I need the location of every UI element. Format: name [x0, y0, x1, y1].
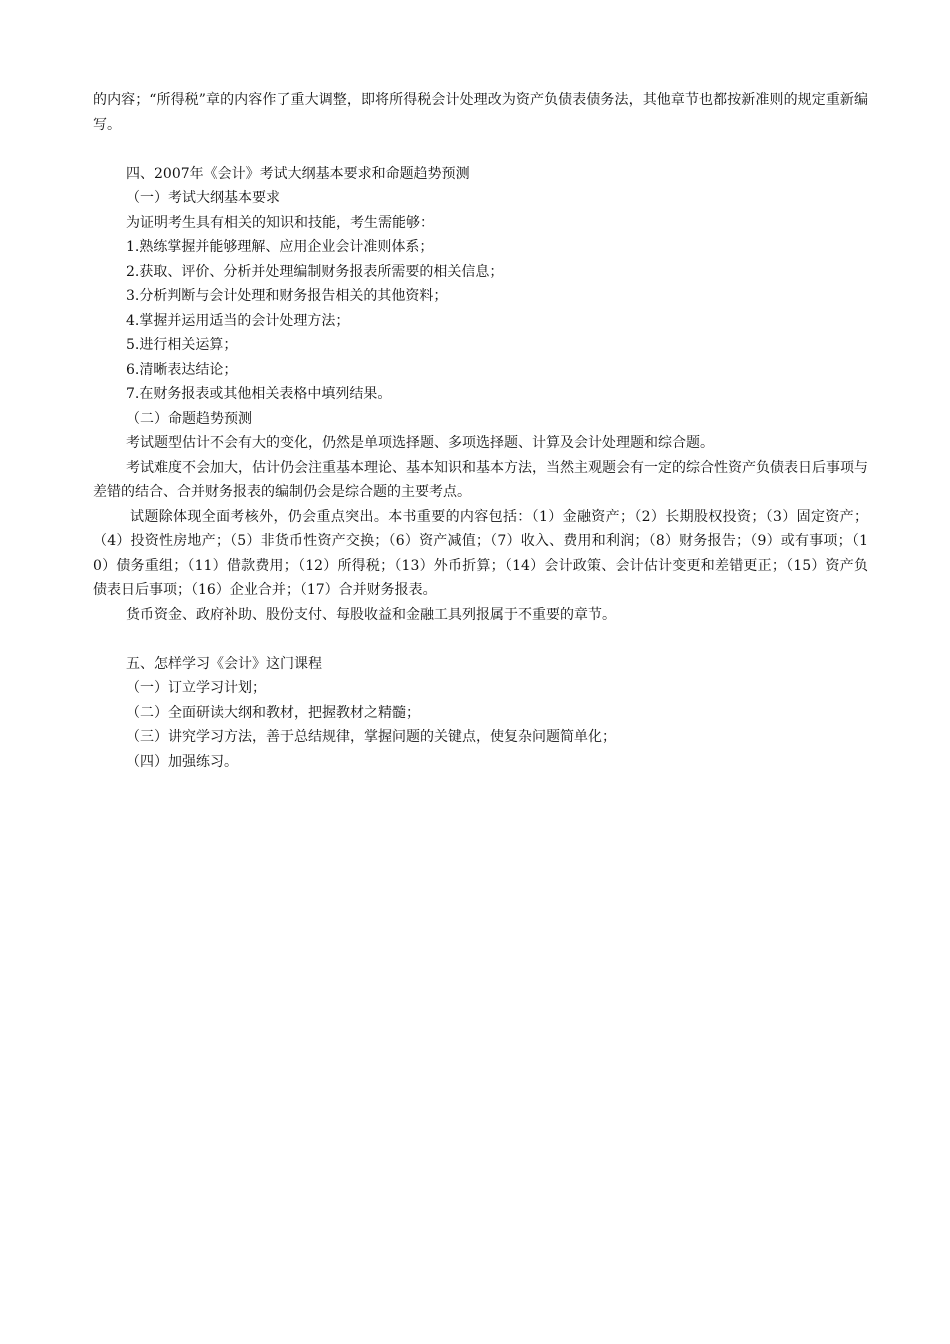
list-item: 4.掌握并运用适当的会计处理方法； — [126, 312, 350, 329]
list-item: （一）订立学习计划； — [126, 680, 266, 696]
list-item: （四）加强练习。 — [126, 753, 238, 770]
list-item: 6.清晰表达结论； — [126, 361, 238, 378]
paragraph: 考试难度不会加大，估计仍会注重基本理论、基本知识和基本方法，当然主观题会有一定的综合性资产负债表日后事项与差错的结合、合并财务报表的编制仍会是综合题的主要考点。 — [93, 459, 868, 500]
intro-paragraph: 的内容；“所得税”章的内容作了重大调整，即将所得税会计处理改为资产负债表债务法，其他章节也都按新准则的规定重新编写。 — [93, 92, 868, 133]
section4-sub2-heading: （二）命题趋势预测 — [126, 410, 252, 427]
section4-heading: 四、2007年《会计》考试大纲基本要求和命题趋势预测 — [126, 165, 470, 182]
section4-sub1-heading: （一）考试大纲基本要求 — [126, 190, 280, 206]
list-item: （三）讲究学习方法，善于总结规律，掌握问题的关键点，使复杂问题简单化； — [126, 729, 616, 745]
list-item: 5.进行相关运算； — [126, 337, 238, 353]
list-item: （二）全面研读大纲和教材，把握教材之精髓； — [126, 704, 420, 721]
section5-heading: 五、怎样学习《会计》这门课程 — [126, 655, 322, 672]
list-item: 2.获取、评价、分析并处理编制财务报表所需要的相关信息； — [126, 263, 504, 280]
list-item: 7.在财务报表或其他相关表格中填列结果。 — [126, 386, 392, 402]
spacer — [93, 627, 868, 652]
list-item: 3.分析判断与会计处理和财务报告相关的其他资料； — [126, 288, 448, 304]
spacer — [93, 137, 868, 162]
document-body — [93, 88, 868, 774]
paragraph: 货币资金、政府补助、股份支付、每股收益和金融工具列报属于不重要的章节。 — [126, 606, 616, 623]
paragraph: 考试题型估计不会有大的变化，仍然是单项选择题、多项选择题、计算及会计处理题和综合题。 — [126, 435, 714, 451]
list-item: 1.熟练掌握并能够理解、应用企业会计准则体系； — [126, 239, 434, 255]
section4-sub1-lead: 为证明考生具有相关的知识和技能，考生需能够： — [126, 214, 434, 231]
paragraph: 试题除体现全面考核外，仍会重点突出。本书重要的内容包括：（1）金融资产；（2）长期股权投资；（3）固定资产；（4）投资性房地产；（5）非货币性资产交换；（6）资产减值；（7）收入、费用和利润；（8）财务报告；（9）或有事项；（10）债务重组；（11）借款费用；（12）所得税；（13）外币折算；（14）会计政策、会计估计变更和差错更正；（15）资产负债表日后事项；（16）企业合并；（17）合并财务报表。 — [93, 508, 868, 598]
